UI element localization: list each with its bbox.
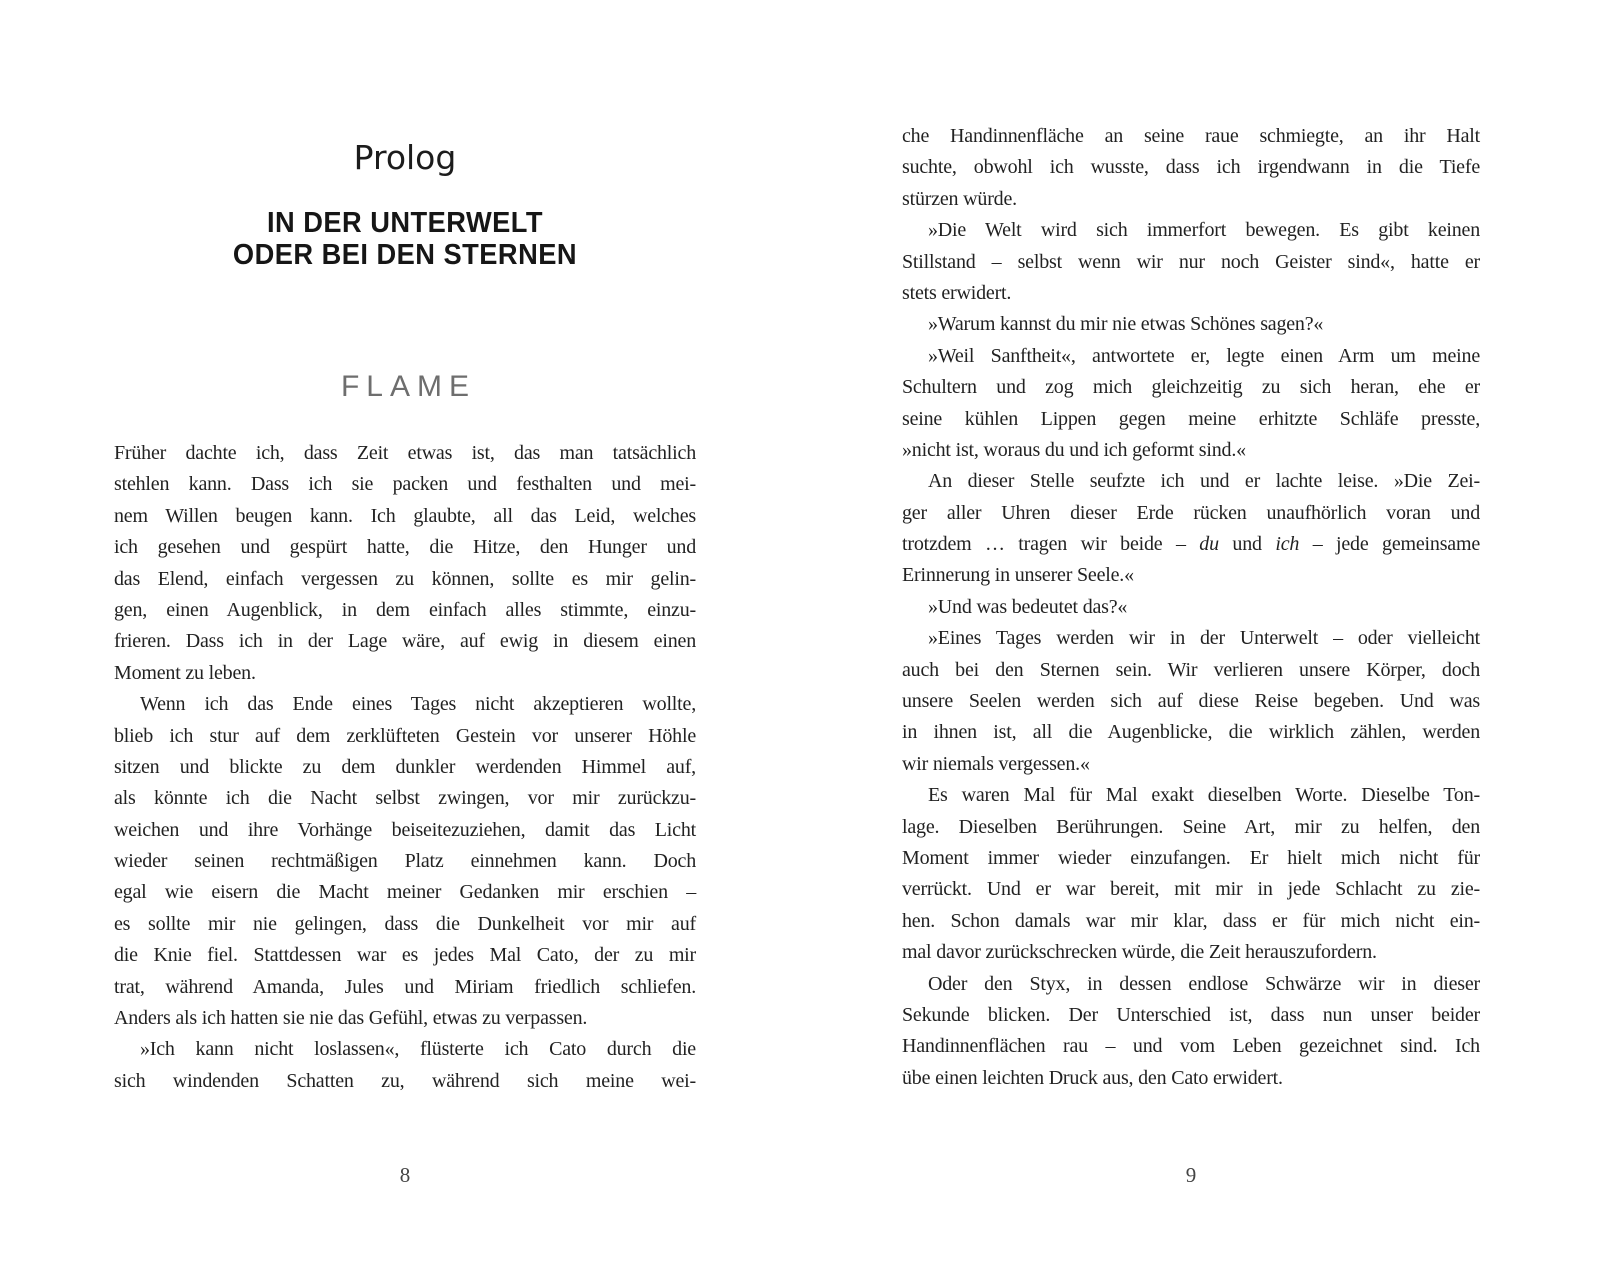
paragraph bbox=[114, 689, 696, 1034]
text-line: Handinnenflächen rau – und vom Leben gezeichnet sind. Ich bbox=[902, 1035, 1480, 1058]
text-line: gen, einen Augenblick, in dem einfach alles stimmte, einzu- bbox=[114, 598, 696, 621]
paragraph bbox=[902, 341, 1480, 467]
paragraph bbox=[902, 623, 1480, 780]
page-number-right: 9 bbox=[1185, 1163, 1197, 1187]
text-line: es sollte mir nie gelingen, dass die Dunkelheit vor mir auf bbox=[114, 912, 696, 935]
text-line: Moment zu leben. bbox=[114, 661, 256, 684]
text-line: lage. Dieselben Berührungen. Seine Art, mir zu helfen, den bbox=[902, 815, 1480, 838]
body-text-left bbox=[114, 438, 696, 1097]
paragraph bbox=[902, 121, 1480, 215]
paragraph bbox=[114, 1034, 696, 1097]
text-line: egal wie eisern die Macht meiner Gedanken mir erschien – bbox=[114, 881, 696, 904]
text-line: in ihnen ist, all die Augenblicke, die wirklich zählen, werden bbox=[902, 721, 1480, 744]
text-line: stets erwidert. bbox=[902, 281, 1012, 304]
text-line: wir niemals vergessen.« bbox=[902, 752, 1090, 775]
page-left bbox=[114, 0, 696, 1274]
text-line: »Ich kann nicht loslassen«, flüsterte ich Cato durch die bbox=[140, 1038, 696, 1061]
text-line: verrückt. Und er war bereit, mit mir in jede Schlacht zu zie- bbox=[902, 878, 1480, 901]
text-line: blieb ich stur auf dem zerklüfteten Gestein vor unserer Höhle bbox=[114, 724, 696, 747]
chapter-subtitle-line2: ODER BEI DEN STERNEN bbox=[232, 239, 578, 271]
text-line: An dieser Stelle seufzte ich und er lachte leise. »Die Zei- bbox=[928, 470, 1480, 493]
text-line: »Die Welt wird sich immerfort bewegen. Es gibt keinen bbox=[928, 219, 1480, 242]
chapter-subtitle-line1: IN DER UNTERWELT bbox=[266, 207, 544, 239]
text-line: hen. Schon damals war mir klar, dass er für mich nicht ein- bbox=[902, 909, 1480, 932]
paragraph bbox=[902, 780, 1480, 968]
paragraph bbox=[902, 309, 1480, 340]
text-line: stürzen würde. bbox=[902, 187, 1017, 210]
page-number-left: 8 bbox=[399, 1163, 411, 1187]
text-line: weichen und ihre Vorhänge beiseitezuziehen, damit das Licht bbox=[114, 818, 696, 841]
text-line: unsere Seelen werden sich auf diese Reise begeben. Und was bbox=[902, 690, 1480, 713]
text-line: »nicht ist, woraus du und ich geformt sind.« bbox=[902, 438, 1246, 461]
text-line: »Eines Tages werden wir in der Unterwelt – oder vielleicht bbox=[928, 627, 1480, 650]
text-line: che Handinnenfläche an seine raue schmiegte, an ihr Halt bbox=[902, 125, 1480, 147]
text-line: »Weil Sanftheit«, antwortete er, legte einen Arm um meine bbox=[928, 344, 1480, 367]
page-right bbox=[902, 0, 1480, 1274]
text-line: wieder seinen rechtmäßigen Platz einnehmen kann. Doch bbox=[114, 850, 696, 873]
text-line: sitzen und blickte zu dem dunkler werdenden Himmel auf, bbox=[114, 755, 696, 778]
text-line: auch bei den Sternen sein. Wir verlieren unsere Körper, doch bbox=[902, 658, 1480, 681]
text-line: trotzdem … tragen wir beide – du und ich – jede gemeinsame bbox=[902, 533, 1480, 556]
text-line: übe einen leichten Druck aus, den Cato erwidert. bbox=[902, 1066, 1283, 1089]
text-line: trat, während Amanda, Jules und Miriam friedlich schliefen. bbox=[114, 975, 696, 998]
paragraph bbox=[114, 438, 696, 689]
text-line: »Und was bedeutet das?« bbox=[928, 595, 1128, 618]
text-line: ich gesehen und gespürt hatte, die Hitze, den Hunger und bbox=[114, 536, 696, 559]
text-line: Oder den Styx, in dessen endlose Schwärze wir in dieser bbox=[928, 972, 1480, 995]
chapter-title: Prolog bbox=[353, 138, 457, 177]
text-line: Früher dachte ich, dass Zeit etwas ist, das man tatsächlich bbox=[114, 442, 696, 464]
text-line: Sekunde blicken. Der Unterschied ist, dass nun unser beider bbox=[902, 1003, 1480, 1026]
text-line: Moment immer wieder einzufangen. Er hielt mich nicht für bbox=[902, 846, 1480, 869]
text-line: Wenn ich das Ende eines Tages nicht akzeptieren wollte, bbox=[140, 693, 696, 716]
text-line: nem Willen beugen kann. Ich glaubte, all das Leid, welches bbox=[114, 504, 696, 527]
text-line: das Elend, einfach vergessen zu können, sollte es mir gelin- bbox=[114, 567, 696, 590]
chapter-subtitle bbox=[131, 207, 678, 271]
paragraph bbox=[902, 466, 1480, 592]
text-line: als könnte ich die Nacht selbst zwingen, vor mir zurückzu- bbox=[114, 787, 696, 810]
text-line: sich windenden Schatten zu, während sich meine wei- bbox=[114, 1069, 696, 1092]
body-text-right bbox=[902, 121, 1480, 1094]
text-line: ger aller Uhren dieser Erde rücken unaufhörlich voran und bbox=[902, 501, 1480, 524]
text-line: frieren. Dass ich in der Lage wäre, auf ewig in diesem einen bbox=[114, 630, 696, 653]
text-line: suchte, obwohl ich wusste, dass ich irgendwann in die Tiefe bbox=[902, 156, 1480, 179]
text-line: »Warum kannst du mir nie etwas Schönes sagen?« bbox=[928, 313, 1324, 336]
paragraph bbox=[902, 215, 1480, 309]
text-line: mal davor zurückschrecken würde, die Zeit herauszufordern. bbox=[902, 941, 1377, 964]
text-line: Schultern und zog mich gleichzeitig zu sich heran, ehe er bbox=[902, 376, 1480, 399]
section-heading-flame: FLAME bbox=[340, 370, 477, 403]
paragraph bbox=[902, 592, 1480, 623]
text-line: Anders als ich hatten sie nie das Gefühl, etwas zu verpassen. bbox=[114, 1007, 588, 1030]
text-line: die Knie fiel. Stattdessen war es jedes Mal Cato, der zu mir bbox=[114, 944, 696, 967]
text-line: Es waren Mal für Mal exakt dieselben Worte. Dieselbe Ton- bbox=[928, 784, 1480, 807]
text-line: seine kühlen Lippen gegen meine erhitzte Schläfe presste, bbox=[902, 407, 1480, 430]
text-line: Stillstand – selbst wenn wir nur noch Geister sind«, hatte er bbox=[902, 250, 1480, 273]
text-line: Erinnerung in unserer Seele.« bbox=[902, 564, 1134, 587]
paragraph bbox=[902, 969, 1480, 1095]
text-line: stehlen kann. Dass ich sie packen und festhalten und mei- bbox=[114, 473, 696, 496]
